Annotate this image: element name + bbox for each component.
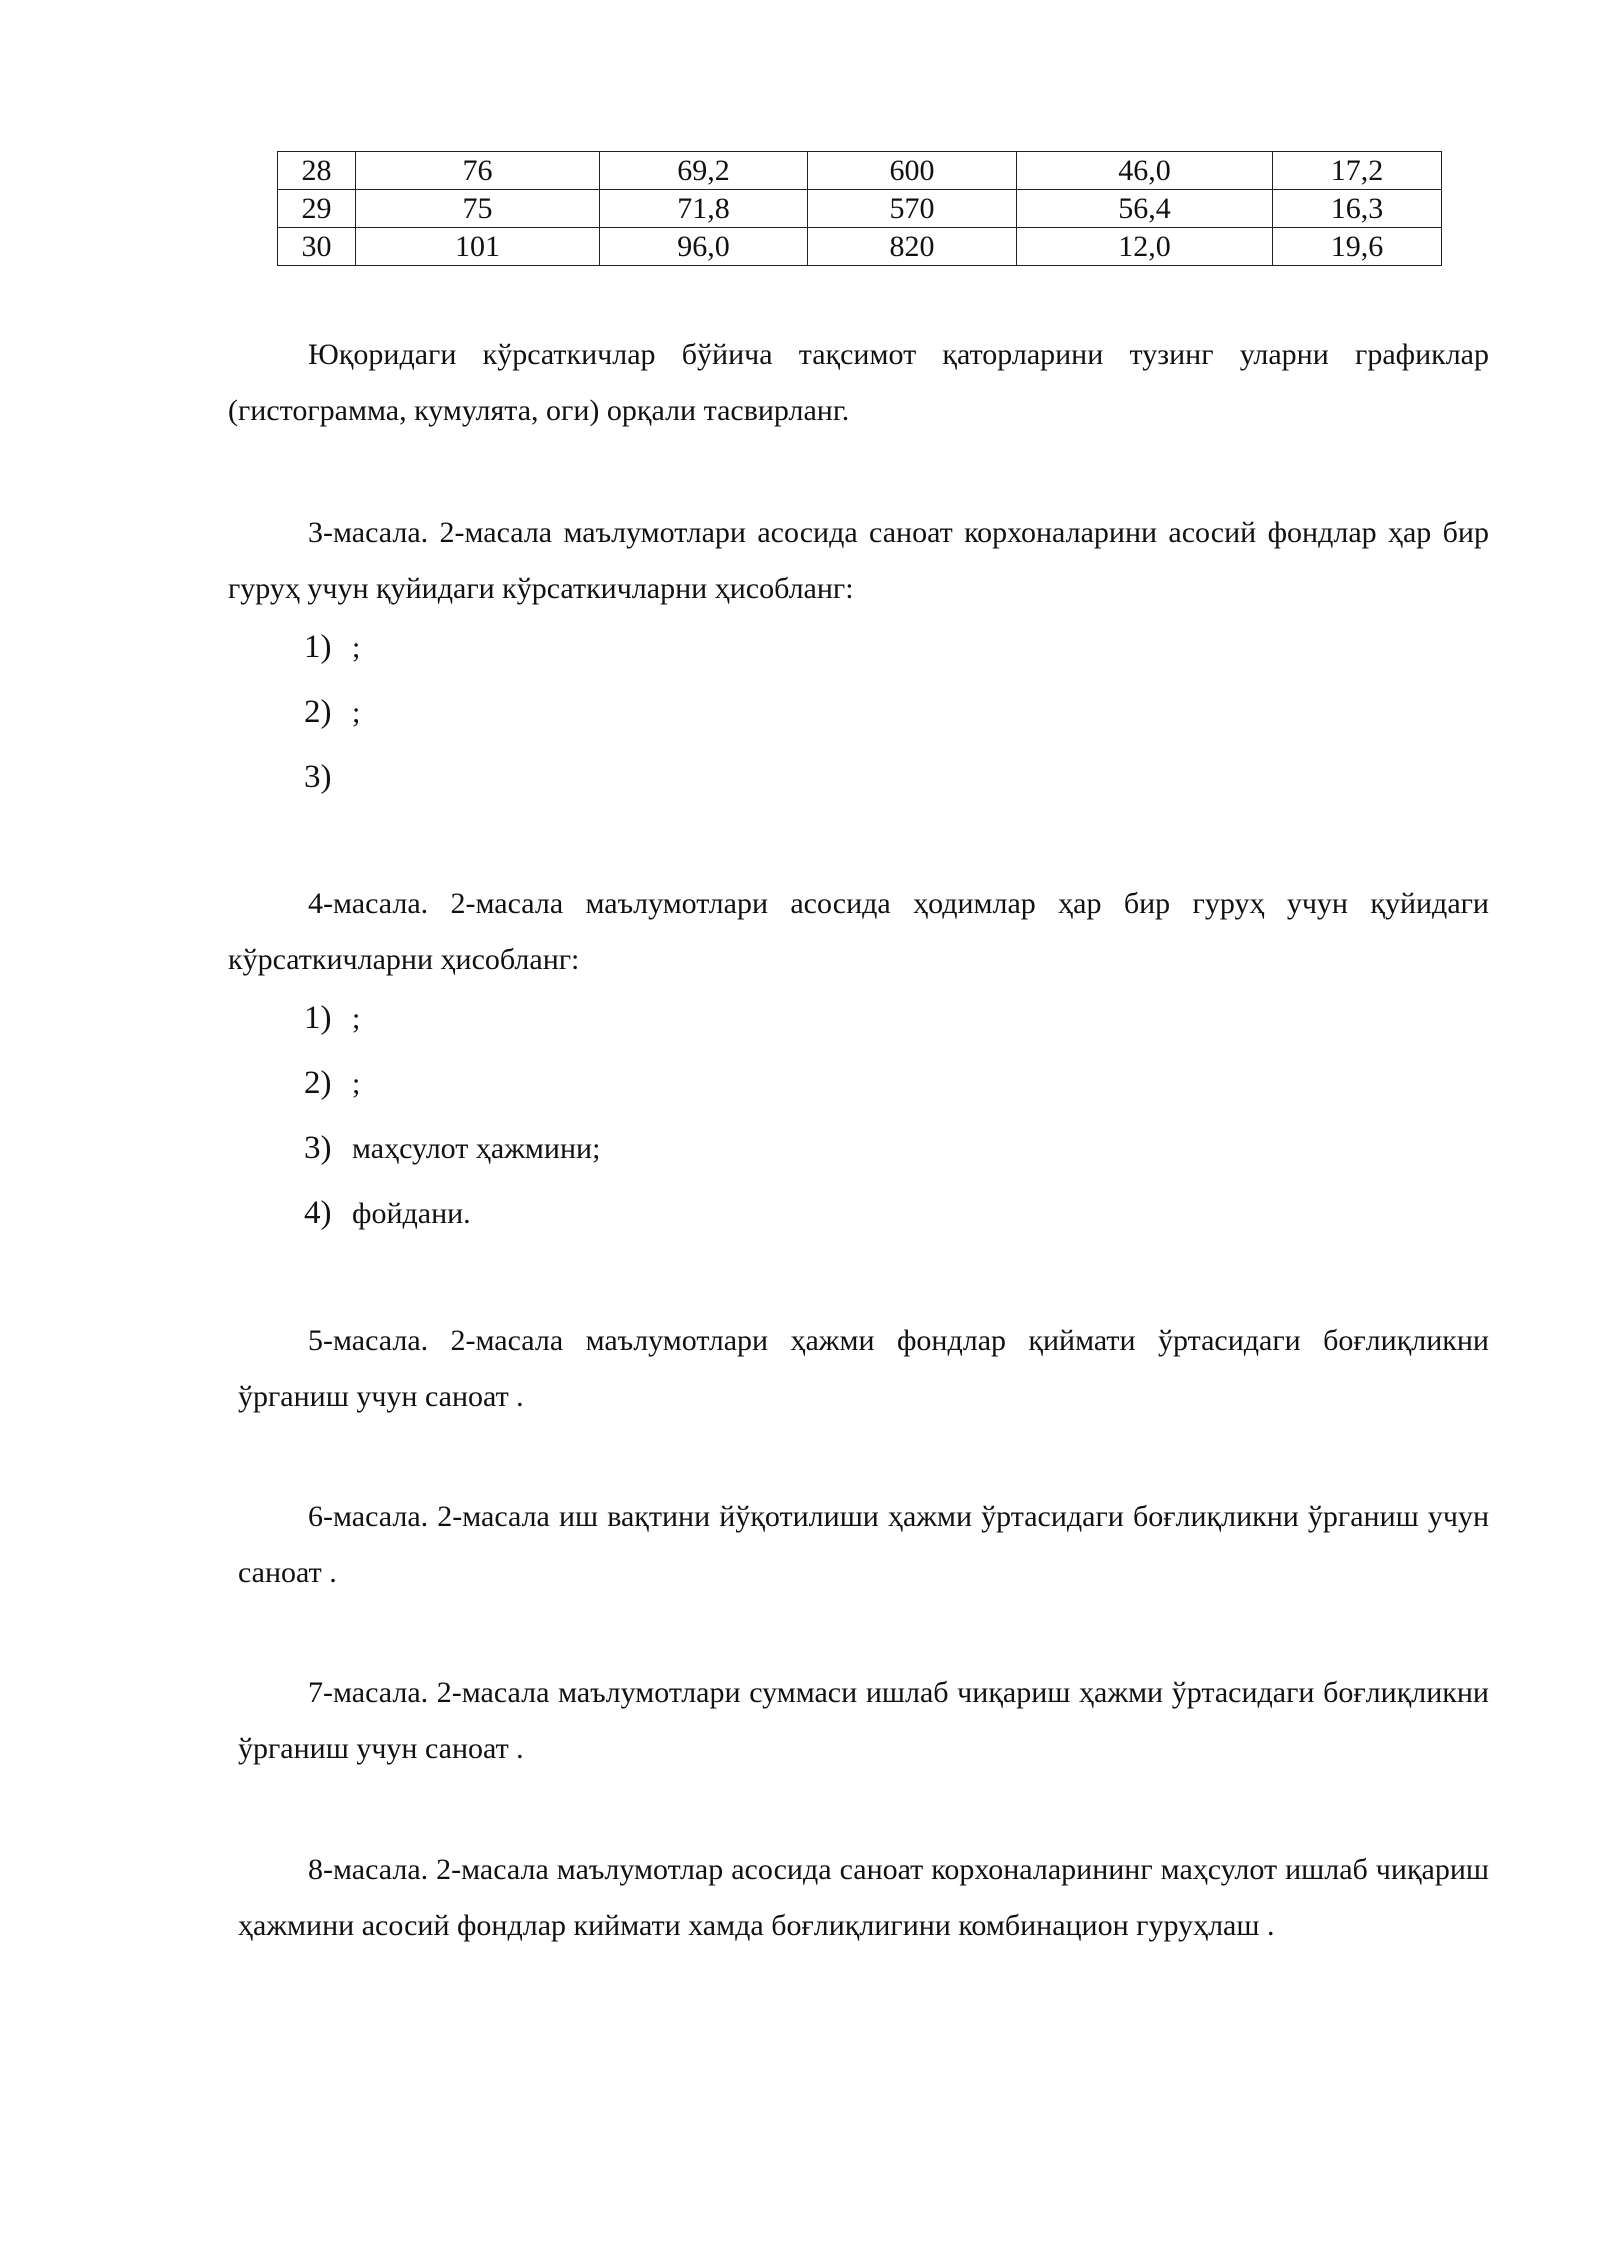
- list-item: [304, 1128, 600, 1169]
- paragraph-task-3: 3-масала. 2-масала маълумотлари асосида саноат корхоналарини асосий фондлар ҳар бир гуруҳ учун қуйидаги кўрсаткичларни ҳисобланг:: [228, 516, 1489, 605]
- table-cell: 75: [356, 190, 600, 228]
- table-cell: 96,0: [600, 228, 808, 266]
- data-table: [277, 151, 1442, 266]
- list-number: 1): [304, 629, 332, 665]
- table-cell: 28: [278, 152, 356, 190]
- list-number: 3): [304, 1130, 332, 1166]
- paragraph-distribution: Юқоридаги кўрсаткичлар бўйича тақсимот қаторларини тузинг уларни графиклар (гистограмма, кумулята, оги) орқали тасвирланг.: [228, 338, 1489, 427]
- list-item: [304, 627, 360, 668]
- table-cell: 820: [808, 228, 1017, 266]
- list-number: 3): [304, 759, 332, 795]
- table-cell: 76: [356, 152, 600, 190]
- list-number: 2): [304, 694, 332, 730]
- list-text: ;: [352, 631, 361, 664]
- paragraph-task-6: 6-масала. 2-масала иш вақтини йўқотилиши ҳажми ўртасидаги боғлиқликни ўрганиш учун саноат .: [238, 1500, 1489, 1589]
- table-cell: 16,3: [1273, 190, 1442, 228]
- paragraph-task-7: 7-масала. 2-масала маълумотлари суммаси ишлаб чиқариш ҳажми ўртасидаги боғлиқликни ўрганиш учун саноат .: [238, 1676, 1489, 1765]
- list-number: 4): [304, 1195, 332, 1231]
- list-text: фойдани.: [352, 1197, 471, 1230]
- table-cell: 570: [808, 190, 1017, 228]
- table-row: [278, 190, 1442, 228]
- table-cell: 101: [356, 228, 600, 266]
- list-text: ;: [352, 696, 361, 729]
- list-text: маҳсулот ҳажмини;: [352, 1132, 601, 1165]
- list-item: [304, 1193, 471, 1234]
- table-cell: 12,0: [1017, 228, 1273, 266]
- list-number: 2): [304, 1065, 332, 1101]
- list-text: ;: [352, 1067, 361, 1100]
- list-item: [304, 757, 352, 798]
- table-cell: 71,8: [600, 190, 808, 228]
- table-cell: 19,6: [1273, 228, 1442, 266]
- table-cell: 46,0: [1017, 152, 1273, 190]
- table-cell: 30: [278, 228, 356, 266]
- list-number: 1): [304, 1000, 332, 1036]
- list-item: [304, 998, 360, 1039]
- table-cell: 29: [278, 190, 356, 228]
- list-item: [304, 692, 360, 733]
- list-text: ;: [352, 1002, 361, 1035]
- table-cell: 56,4: [1017, 190, 1273, 228]
- paragraph-task-8: 8-масала. 2-масала маълумотлар асосида саноат корхоналарининг маҳсулот ишлаб чиқариш ҳажмини асосий фондлар киймати хамда боғлиқлигини комбинацион гуруҳлаш .: [238, 1853, 1489, 1942]
- table-row: [278, 152, 1442, 190]
- paragraph-task-5: 5-масала. 2-масала маълумотлари ҳажми фондлар қиймати ўртасидаги боғлиқликни ўрганиш учун саноат .: [238, 1324, 1489, 1413]
- table-cell: 17,2: [1273, 152, 1442, 190]
- table-cell: 69,2: [600, 152, 808, 190]
- table-row: [278, 228, 1442, 266]
- paragraph-task-4: 4-масала. 2-масала маълумотлари асосида ҳодимлар ҳар бир гуруҳ учун қуйидаги кўрсаткичларни ҳисобланг:: [228, 887, 1489, 976]
- table-cell: 600: [808, 152, 1017, 190]
- list-item: [304, 1063, 360, 1104]
